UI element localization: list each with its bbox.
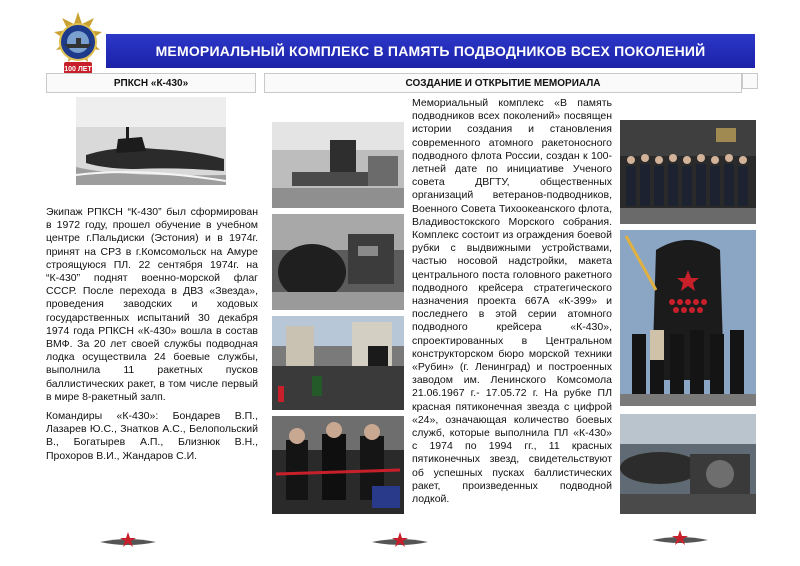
footer-submarine-logo-left: [98, 532, 158, 550]
naval-equipment-photo: [620, 414, 756, 514]
left-section-heading: РПКСН «К-430»: [46, 73, 256, 93]
conning-tower-photo: [272, 214, 404, 310]
anniversary-emblem: [50, 10, 106, 80]
page-title: МЕМОРИАЛЬНЫЙ КОМПЛЕКС В ПАМЯТЬ ПОДВОДНИКОВ ВСЕХ ПОКОЛЕНИЙ: [155, 43, 706, 59]
commanders-paragraph: Командиры «К-430»: Бондарев В.П., Лазарев Ю.С., Знатков А.С., Белопольский В., Богатырев А.П., Близнюк В.Н., Прохоров В.И., Жандаров С.И.: [46, 410, 258, 462]
veterans-group-photo: [620, 120, 756, 224]
memorial-description: [412, 97, 612, 512]
opening-ceremony-crowd-photo: [272, 316, 404, 410]
ribbon-cutting-photo: [272, 416, 404, 514]
left-text-block: [46, 206, 258, 469]
submarine-photo: [76, 97, 226, 185]
crew-history-paragraph: Экипаж РПКСН “К-430” был сформирован в 1972 году, прошел обучение в учебном центре г.Пальдиски (Эстония) и в 1974г. принят на СРЗ в г.Комсомольск на Амуре строящуюся ПЛ. 22 сентября 1974г. на “К-430” поднят военно-морской флаг СССР. После перехода в ДВЗ «Звезда», проведения заводских и ходовых государственных испытаний 30 декабря 1974 года РПКСН «К-430» вошла в состав ВМФ. За 20 лет своей службы подводная лодка осуществила 24 боевые службы, выполнила 11 ракетных пусков баллистических ракет, в том числе первый в мире 8-ракетный залп.: [46, 206, 258, 403]
footer-submarine-logo-center: [370, 532, 430, 550]
page-title-banner: [106, 34, 755, 68]
decorative-box: [742, 73, 758, 89]
submarine-tower-with-veterans-photo: [620, 230, 756, 406]
footer-submarine-logo-right: [650, 530, 710, 548]
right-section-heading: СОЗДАНИЕ И ОТКРЫТИЕ МЕМОРИАЛА: [264, 73, 742, 93]
memorial-description-text: Мемориальный комплекс «В память подводников всех поколений» посвящен истории создания и становления современного атомного ракетоносного подводного флота России, создан к 100-летней дате по инициативе Ученого совета ДВГТУ, общественных организаций ветеранов-подводников, Военного Совета Тихоокеанского флота, Владивостокского Морского собрания. Комплекс состоит из ограждения боевой рубки с выдвижными устройствами, частью носовой надстройки, макета центрального поста головного ракетного подводного крейсера стратегического назначения проекта 667А «К-399» и последнего в этой серии атомного подводного крейсера «К-430», спроектированных в Центральном конструкторском бюро морской техники «Рубин» (г. Ленинград) и построенных заводом им. Ленинского Комсомола 21.06.1967 г.- 17.05.72 г. На рубке ПЛ красная пятиконечная звезда с цифрой «24», означающая количество боевых служб, которые выполнила ПЛ «К-430» с 1974 по 1994 гг., 11 красных пятиконечных звезд, свидетельствуют об успешных пусках баллистических ракет, произведенных подводной лодкой.: [412, 97, 612, 506]
emblem-text: 100 ЛЕТ: [64, 66, 92, 73]
memorial-construction-photo: [272, 122, 404, 208]
